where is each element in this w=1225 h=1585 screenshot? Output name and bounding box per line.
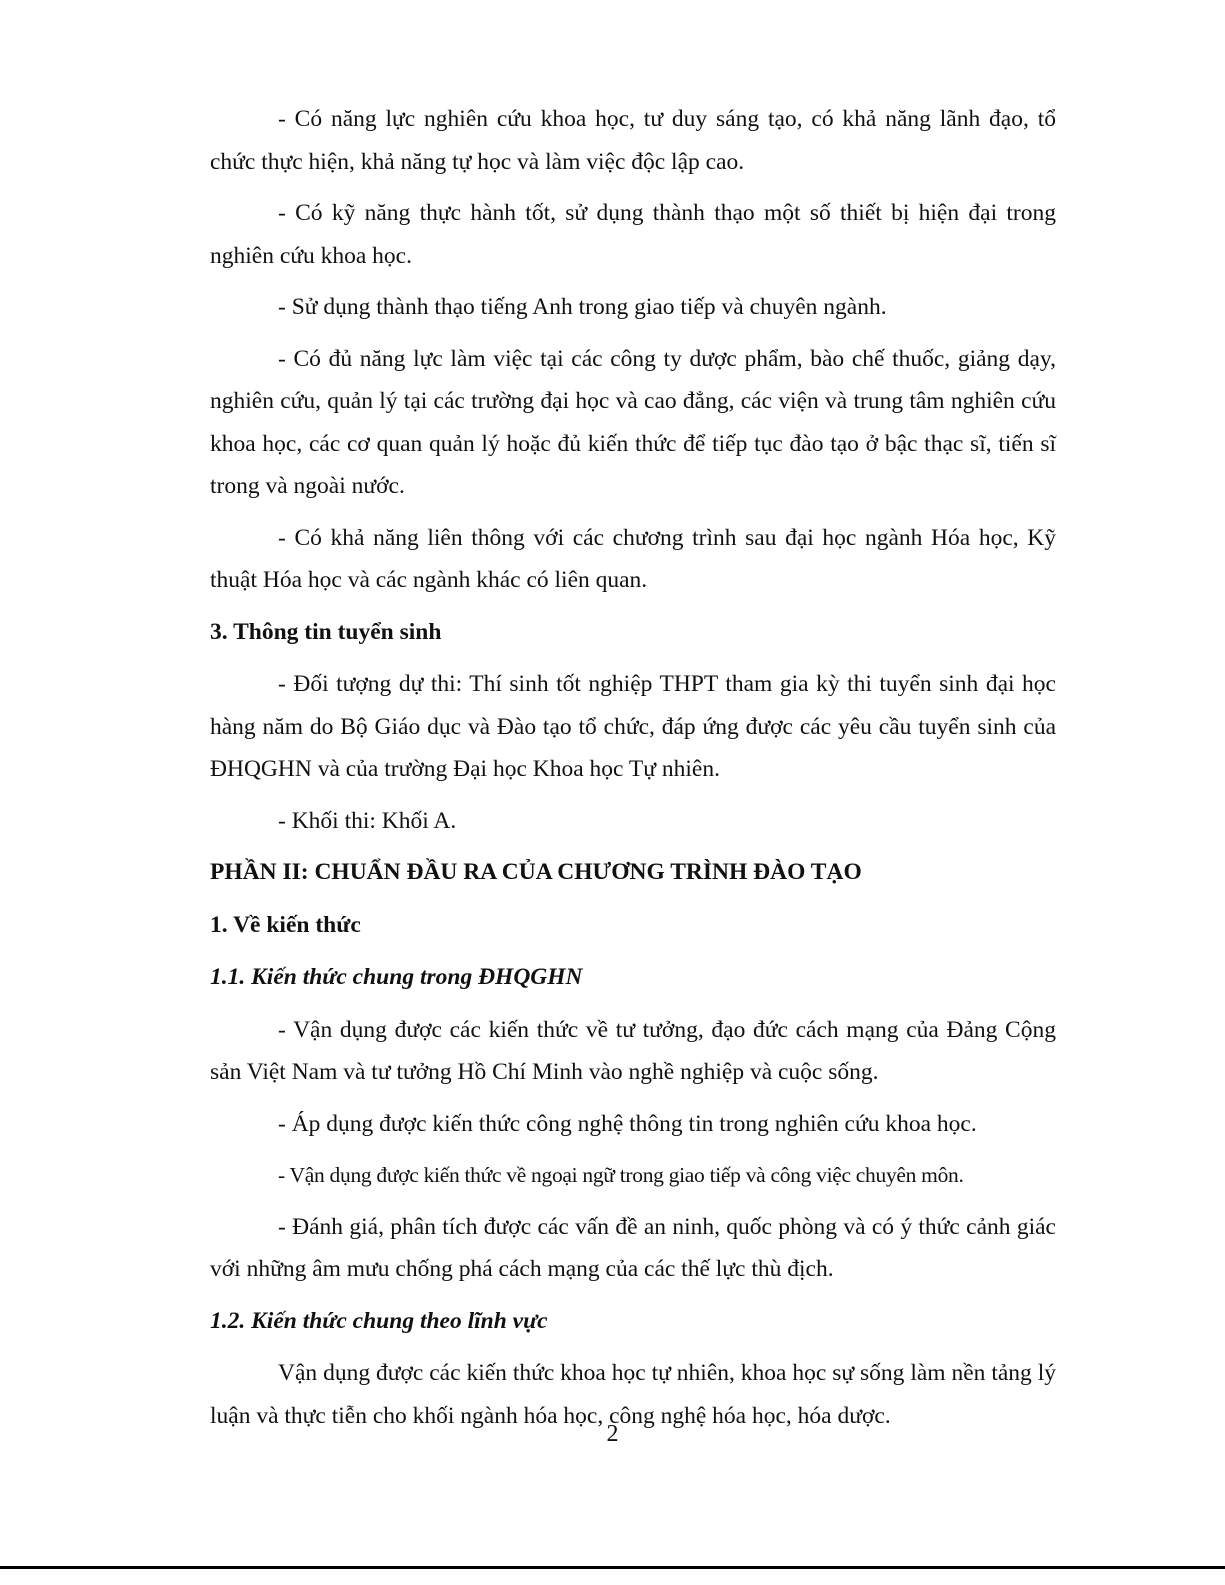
paragraph: - Khối thi: Khối A. [278, 807, 457, 834]
paragraph: Vận dụng được các kiến thức khoa học tự nhiên, khoa học sự sống làm nền tảng lý luận và thực tiễn cho khối ngành hóa học, công nghệ hóa học, hóa dược. [210, 1360, 1056, 1429]
paragraph: - Có khả năng liên thông với các chương trình sau đại học ngành Hóa học, Kỹ thuật Hóa học và các ngành khác có liên quan. [210, 524, 1056, 593]
paragraph: - Vận dụng được các kiến thức về tư tưởng, đạo đức cách mạng của Đảng Cộng sản Việt Nam và tư tưởng Hồ Chí Minh vào nghề nghiệp và cuộc sống. [210, 1016, 1056, 1085]
paragraph: - Sử dụng thành thạo tiếng Anh trong giao tiếp và chuyên ngành. [278, 294, 887, 320]
section-heading-admission: 3. Thông tin tuyển sinh [210, 618, 442, 645]
paragraph: - Có kỹ năng thực hành tốt, sử dụng thành thạo một số thiết bị hiện đại trong nghiên cứu khoa học. [210, 200, 1056, 269]
document-page [210, 98, 1056, 1446]
page-bottom-border [0, 1566, 1225, 1569]
paragraph: - Đánh giá, phân tích được các vấn đề an ninh, quốc phòng và có ý thức cảnh giác với những âm mưu chống phá cách mạng của các thế lực thù địch. [210, 1213, 1056, 1282]
subsection-heading-field: 1.2. Kiến thức chung theo lĩnh vực [210, 1307, 548, 1334]
part-heading: PHẦN II: CHUẨN ĐẦU RA CỦA CHƯƠNG TRÌNH ĐÀO TẠO [210, 859, 862, 885]
paragraph: - Có năng lực nghiên cứu khoa học, tư duy sáng tạo, có khả năng lãnh đạo, tổ chức thực hiện, khả năng tự học và làm việc độc lập cao. [210, 106, 1056, 175]
paragraph: - Vận dụng được kiến thức về ngoại ngữ trong giao tiếp và công việc chuyên môn. [278, 1163, 964, 1187]
page-number: 2 [606, 1421, 619, 1447]
paragraph: - Áp dụng được kiến thức công nghệ thông tin trong nghiên cứu khoa học. [278, 1110, 977, 1137]
subsection-heading-general: 1.1. Kiến thức chung trong ĐHQGHN [210, 964, 583, 990]
section-heading-knowledge: 1. Về kiến thức [210, 911, 361, 938]
paragraph: - Có đủ năng lực làm việc tại các công ty dược phẩm, bào chế thuốc, giảng dạy, nghiên cứu, quản lý tại các trường đại học và cao đẳng, các viện và trung tâm nghiên cứu khoa học, các cơ quan quản lý hoặc đủ kiến thức để tiếp tục đào tạo ở bậc thạc sĩ, tiến sĩ trong và ngoài nước. [210, 345, 1056, 499]
paragraph: - Đối tượng dự thi: Thí sinh tốt nghiệp THPT tham gia kỳ thi tuyển sinh đại học hàng năm do Bộ Giáo dục và Đào tạo tổ chức, đáp ứng được các yêu cầu tuyển sinh của ĐHQGHN và của trường Đại học Khoa học Tự nhiên. [210, 671, 1056, 782]
